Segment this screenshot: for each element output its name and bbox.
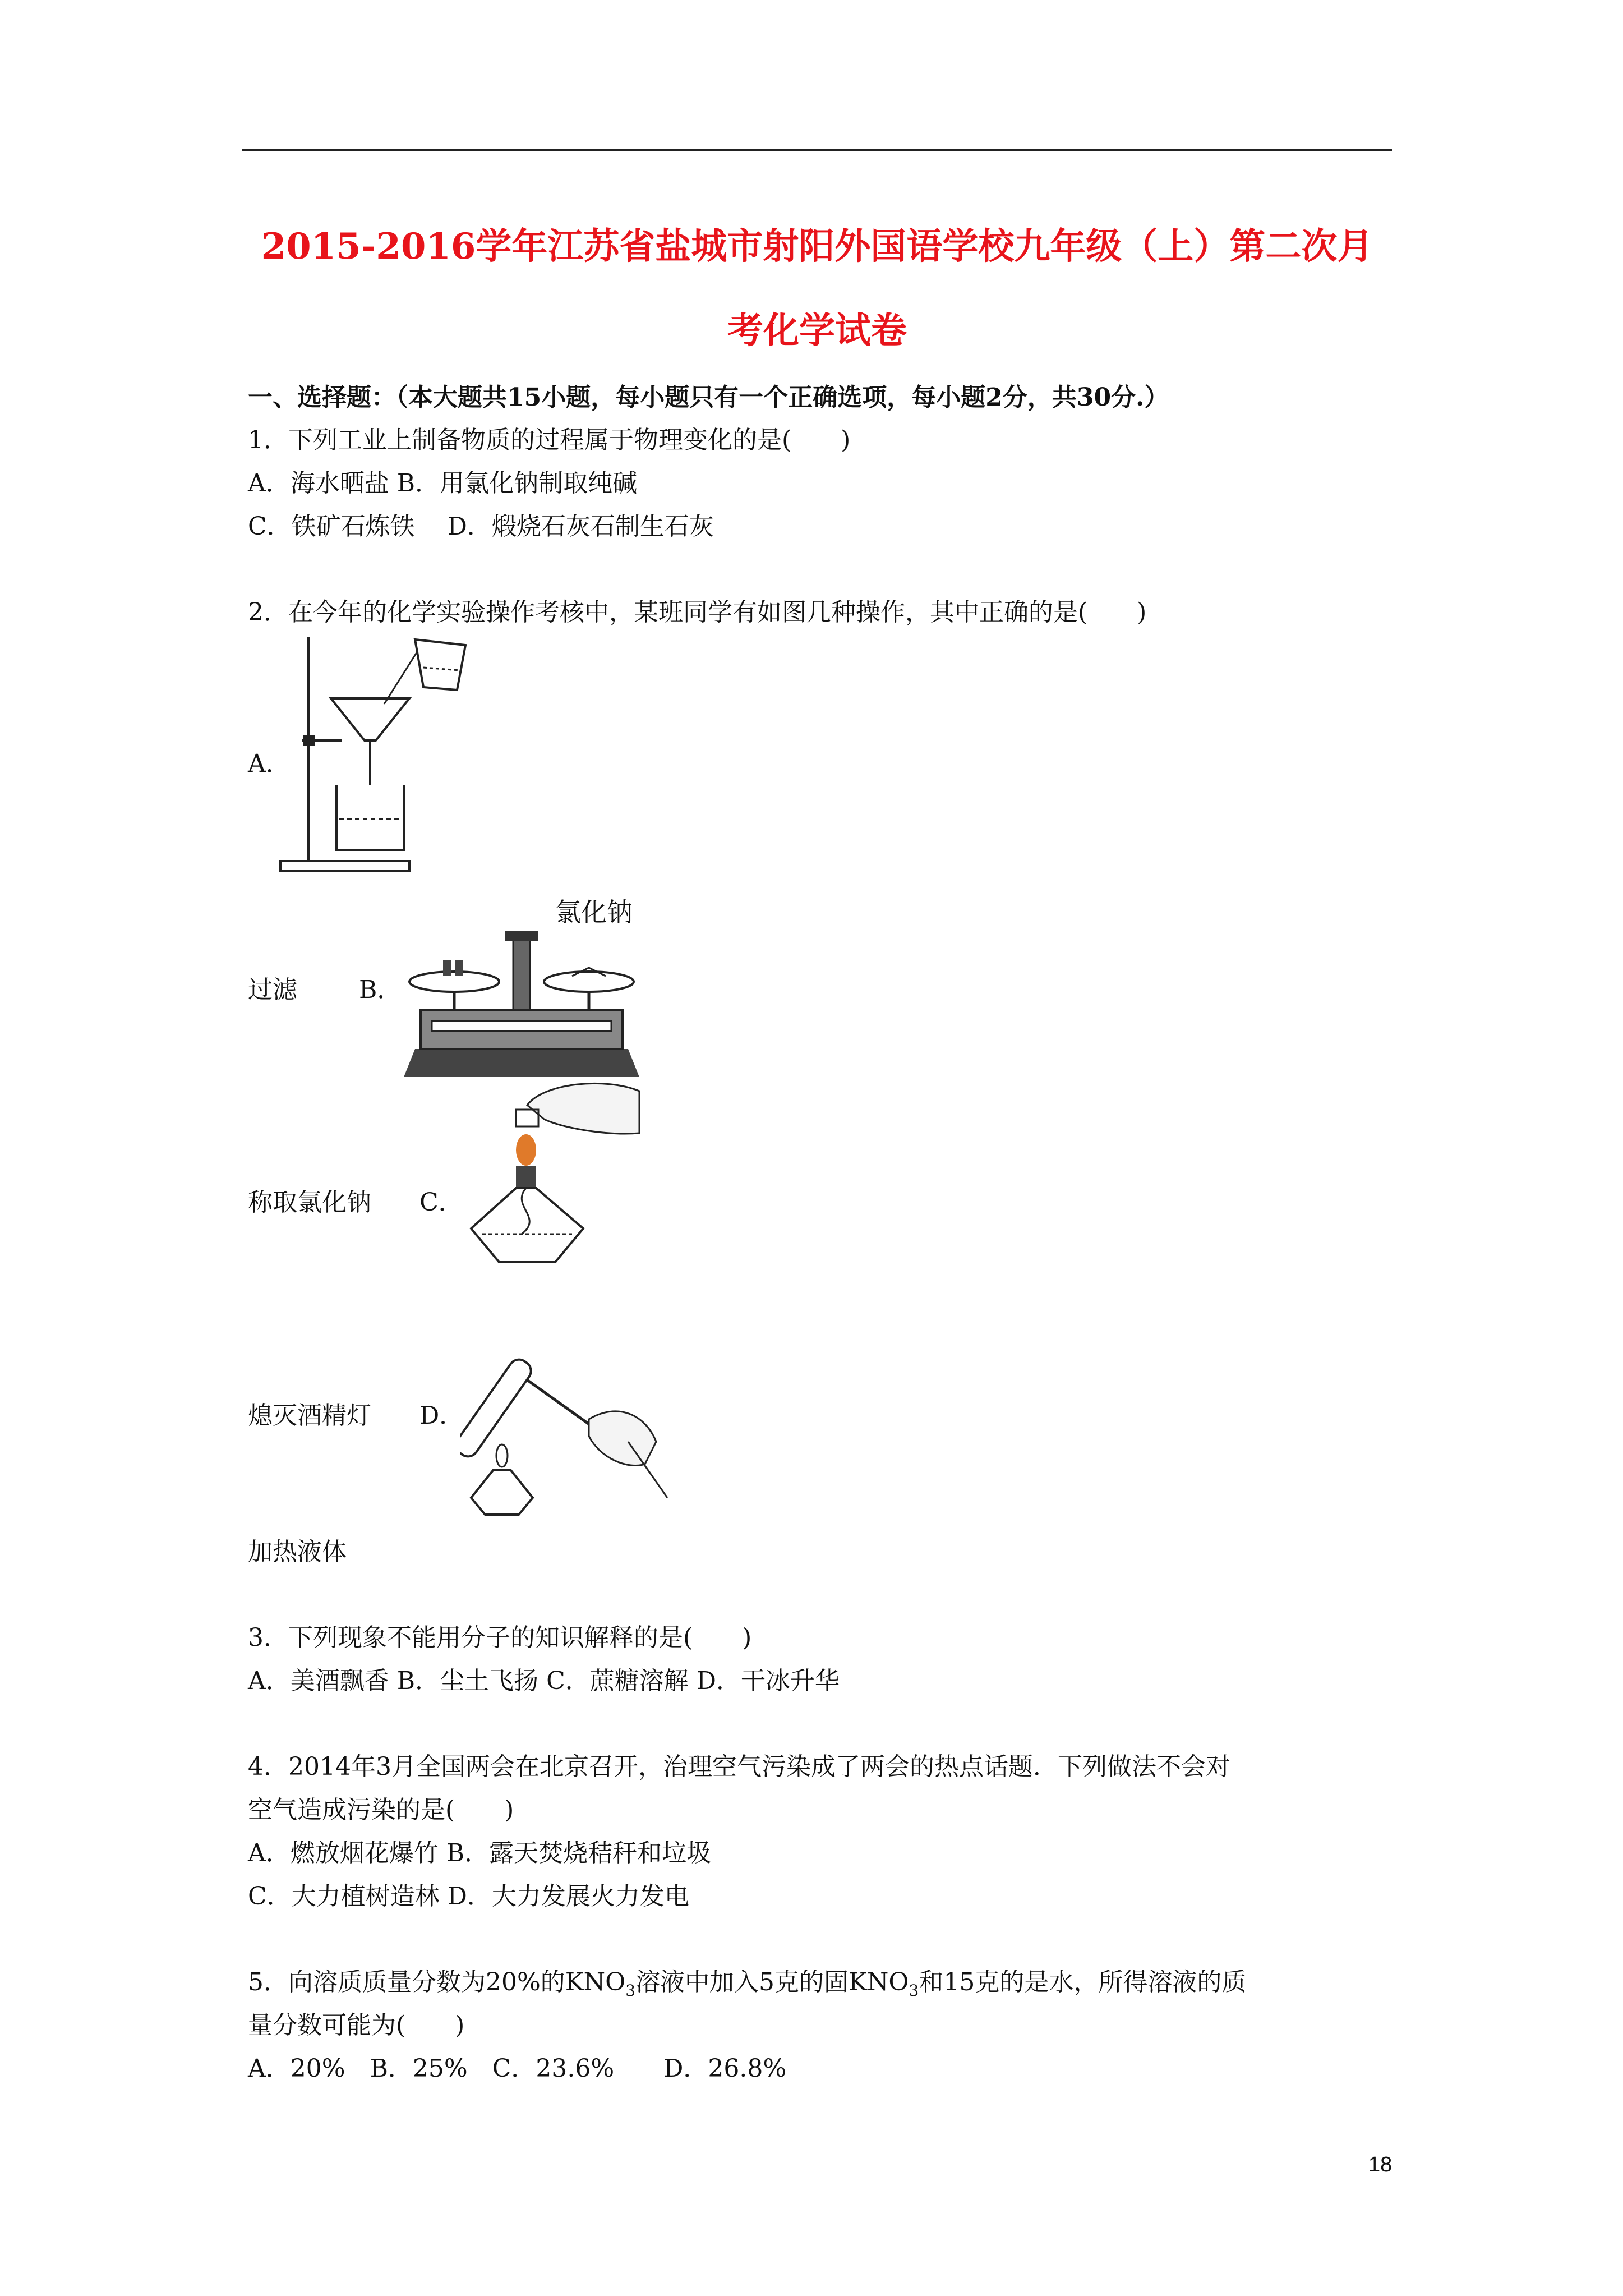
q2-stem: 2．在今年的化学实验操作考核中，某班同学有如图几种操作，其中正确的是( ) — [248, 598, 1147, 627]
page-title-line1: 2015-2016学年江苏省盐城市射阳外国语学校九年级（上）第二次月 — [261, 226, 1373, 268]
q1-options-ab: A．海水晒盐 B．用氯化钠制取纯碱 — [248, 469, 638, 498]
q1-options-cd: C．铁矿石炼铁 D．煅烧石灰石制生石灰 — [248, 512, 714, 541]
balance-label: 氯化钠 — [555, 897, 633, 927]
page-title-line2: 考化学试卷 — [727, 310, 907, 352]
page-number: 18 — [1368, 2153, 1393, 2177]
q2-label-b: B． — [359, 976, 402, 1004]
alcohol-lamp-figure — [460, 1066, 645, 1273]
q3-stem: 3．下列现象不能用分子的知识解释的是( ) — [248, 1623, 752, 1652]
q5-stem-line2: 量分数可能为( ) — [248, 2011, 465, 2040]
q3-options: A．美酒飘香 B．尘土飞扬 C．蔗糖溶解 D．干冰升华 — [248, 1667, 840, 1695]
q4-stem-line2: 空气造成污染的是( ) — [248, 1796, 514, 1824]
q2-caption-b: 称取氯化钠 — [248, 1188, 371, 1217]
q1-stem: 1．下列工业上制备物质的过程属于物理变化的是( ) — [248, 426, 851, 454]
balance-figure — [398, 926, 645, 1083]
filtration-figure — [264, 628, 488, 881]
q2-caption-a: 过滤 — [248, 976, 297, 1004]
q5-subscript-1: 3 — [625, 1981, 636, 2000]
q5-stem-line1 — [248, 1962, 1246, 2000]
section-heading: 一、选择题：（本大题共15小题，每小题只有一个正确选项，每小题2分，共30分.） — [248, 383, 1169, 412]
q4-stem-line1: 4．2014年3月全国两会在北京召开，治理空气污染成了两会的热点话题．下列做法不会对 — [248, 1752, 1230, 1781]
q5-text-3: 和15克的是水，所得溶液的质 — [919, 1968, 1247, 1996]
header-rule — [242, 149, 1392, 151]
q5-options: A．20% B．25% C．23.6% D．26.8% — [248, 2054, 787, 2083]
q4-options-cd: C．大力植树造林 D．大力发展火力发电 — [248, 1882, 689, 1911]
q5-text-2: 溶液中加入5克的固KNO — [635, 1968, 909, 1996]
q4-options-ab: A．燃放烟花爆竹 B．露天焚烧秸秆和垃圾 — [248, 1839, 712, 1867]
q5-subscript-2: 3 — [909, 1981, 919, 2000]
q2-label-c: C． — [419, 1188, 463, 1217]
q2-caption-d: 加热液体 — [248, 1538, 347, 1566]
q5-text-1: 5．向溶质质量分数为20%的KNO — [248, 1968, 626, 1996]
q2-label-d: D． — [419, 1401, 464, 1430]
q2-caption-c: 熄灭酒精灯 — [248, 1401, 371, 1430]
q2-label-a: A． — [248, 749, 291, 778]
heating-figure — [460, 1329, 684, 1520]
